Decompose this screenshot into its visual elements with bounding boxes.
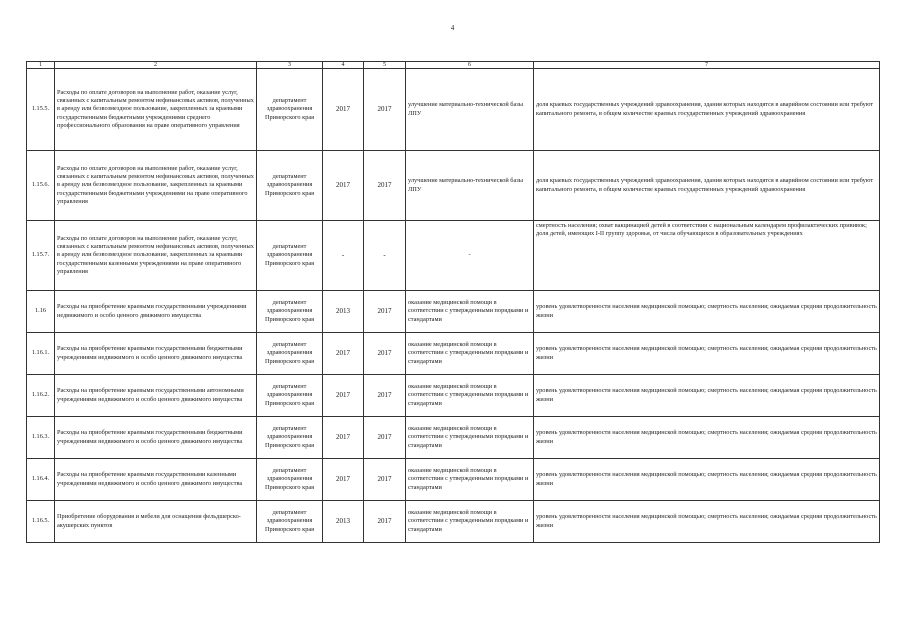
end-year-cell: 2017 bbox=[364, 333, 406, 375]
start-year-cell: 2017 bbox=[323, 151, 364, 221]
target-indicator-cell: смертность населения; охват вакцинацией детей в соответствии с национальным календарем профилактических прививок; доля детей, имеющих I-II группу здоровья, от числа обучающихся в образовательных учреждениях bbox=[534, 221, 880, 291]
activity-name-cell: Расходы на приобретение краевыми государственными бюджетными учреждениями недвижимого и особо ценного движимого имущества bbox=[55, 333, 257, 375]
target-indicator-cell: уровень удовлетворенности населения медицинской помощью; смертность населения; ожидаемая средняя продолжительность жизни bbox=[534, 291, 880, 333]
target-indicator-cell: уровень удовлетворенности населения медицинской помощью; смертность населения; ожидаемая средняя продолжительность жизни bbox=[534, 375, 880, 417]
row-number-cell: 1.16.2. bbox=[27, 375, 55, 417]
column-header: 6 bbox=[406, 62, 534, 69]
executor-cell: департамент здравоохранения Приморского края bbox=[257, 375, 323, 417]
expected-result-cell: оказание медицинской помощи в соответствии с утвержденными порядками и стандартами bbox=[406, 459, 534, 501]
target-indicator-cell: доля краевых государственных учреждений здравоохранения, здания которых находятся в аварийном состоянии или требуют капитального ремонта, в общем количестве краевых государственных учреждений здравоохранения bbox=[534, 151, 880, 221]
expected-result-cell: оказание медицинской помощи в соответствии с утвержденными порядками и стандартами bbox=[406, 375, 534, 417]
row-number-cell: 1.16.4. bbox=[27, 459, 55, 501]
table-row bbox=[27, 459, 880, 501]
start-year-cell: 2017 bbox=[323, 459, 364, 501]
expected-result-cell: улучшение материально-технической базы ЛПУ bbox=[406, 151, 534, 221]
column-header: 7 bbox=[534, 62, 880, 69]
activity-name-cell: Расходы по оплате договоров на выполнение работ, оказание услуг, связанных с капитальным ремонтом нефинансовых активов, полученных в аренду или безвозмездное пользование, закрепленных за краевыми государственными бюджетными учреждениями среднего профессионального образования на праве оперативного управления bbox=[55, 69, 257, 151]
start-year-cell: 2017 bbox=[323, 375, 364, 417]
executor-cell: департамент здравоохранения Приморского края bbox=[257, 221, 323, 291]
table-row bbox=[27, 333, 880, 375]
table-row bbox=[27, 375, 880, 417]
row-number-cell: 1.15.6. bbox=[27, 151, 55, 221]
end-year-cell: 2017 bbox=[364, 69, 406, 151]
start-year-cell: 2013 bbox=[323, 501, 364, 543]
activity-name-cell: Расходы на приобретение краевыми государственными бюджетными учреждениями недвижимого и особо ценного движимого имущества bbox=[55, 417, 257, 459]
start-year-cell: 2013 bbox=[323, 291, 364, 333]
target-indicator-cell: уровень удовлетворенности населения медицинской помощью; смертность населения; ожидаемая средняя продолжительность жизни bbox=[534, 333, 880, 375]
expected-result-cell: оказание медицинской помощи в соответствии с утвержденными порядками и стандартами bbox=[406, 333, 534, 375]
column-header: 5 bbox=[364, 62, 406, 69]
activity-name-cell: Расходы по оплате договоров на выполнение работ, оказание услуг, связанных с капитальным ремонтом нефинансовых активов, полученных в аренду или безвозмездное пользование, закрепленных за краевыми государственными бюджетными учреждениями на праве оперативного управления bbox=[55, 151, 257, 221]
row-number-cell: 1.15.7. bbox=[27, 221, 55, 291]
expected-result-cell: оказание медицинской помощи в соответствии с утвержденными порядками и стандартами bbox=[406, 291, 534, 333]
table-row bbox=[27, 69, 880, 151]
executor-cell: департамент здравоохранения Приморского края bbox=[257, 459, 323, 501]
column-header: 3 bbox=[257, 62, 323, 69]
table-row bbox=[27, 417, 880, 459]
end-year-cell: - bbox=[364, 221, 406, 291]
column-header: 4 bbox=[323, 62, 364, 69]
column-header: 1 bbox=[27, 62, 55, 69]
table-row bbox=[27, 221, 880, 291]
executor-cell: департамент здравоохранения Приморского края bbox=[257, 291, 323, 333]
expected-result-cell: - bbox=[406, 221, 534, 291]
start-year-cell: 2017 bbox=[323, 333, 364, 375]
row-number-cell: 1.15.5. bbox=[27, 69, 55, 151]
column-header: 2 bbox=[55, 62, 257, 69]
table-row bbox=[27, 151, 880, 221]
target-indicator-cell: уровень удовлетворенности населения медицинской помощью; смертность населения; ожидаемая средняя продолжительность жизни bbox=[534, 459, 880, 501]
table-row bbox=[27, 291, 880, 333]
end-year-cell: 2017 bbox=[364, 501, 406, 543]
activity-name-cell: Расходы на приобретение краевыми государственными казенными учреждениями недвижимого и особо ценного движимого имущества bbox=[55, 459, 257, 501]
end-year-cell: 2017 bbox=[364, 417, 406, 459]
target-indicator-cell: уровень удовлетворенности населения медицинской помощью; смертность населения; ожидаемая средняя продолжительность жизни bbox=[534, 501, 880, 543]
activity-name-cell: Расходы на приобретение краевыми государственными учреждениями недвижимого и особо ценного движимого имущества bbox=[55, 291, 257, 333]
row-number-cell: 1.16 bbox=[27, 291, 55, 333]
end-year-cell: 2017 bbox=[364, 375, 406, 417]
target-indicator-cell: уровень удовлетворенности населения медицинской помощью; смертность населения; ожидаемая средняя продолжительность жизни bbox=[534, 417, 880, 459]
end-year-cell: 2017 bbox=[364, 459, 406, 501]
expected-result-cell: улучшение материально-технической базы ЛПУ bbox=[406, 69, 534, 151]
row-number-cell: 1.16.1. bbox=[27, 333, 55, 375]
start-year-cell: - bbox=[323, 221, 364, 291]
row-number-cell: 1.16.3. bbox=[27, 417, 55, 459]
end-year-cell: 2017 bbox=[364, 291, 406, 333]
executor-cell: департамент здравоохранения Приморского края bbox=[257, 501, 323, 543]
column-number-row bbox=[27, 62, 880, 69]
program-activities-table bbox=[26, 61, 880, 543]
activity-name-cell: Расходы на приобретение краевыми государственными автономными учреждениями недвижимого и особо ценного движимого имущества bbox=[55, 375, 257, 417]
executor-cell: департамент здравоохранения Приморского края bbox=[257, 69, 323, 151]
end-year-cell: 2017 bbox=[364, 151, 406, 221]
expected-result-cell: оказание медицинской помощи в соответствии с утвержденными порядками и стандартами bbox=[406, 501, 534, 543]
activity-name-cell: Приобретение оборудования и мебели для оснащения фельдшерско-акушерских пунктов bbox=[55, 501, 257, 543]
executor-cell: департамент здравоохранения Приморского края bbox=[257, 333, 323, 375]
target-indicator-cell: доля краевых государственных учреждений здравоохранения, здания которых находятся в аварийном состоянии или требуют капитального ремонта, в общем количестве краевых государственных учреждений здравоохранения bbox=[534, 69, 880, 151]
start-year-cell: 2017 bbox=[323, 417, 364, 459]
expected-result-cell: оказание медицинской помощи в соответствии с утвержденными порядками и стандартами bbox=[406, 417, 534, 459]
executor-cell: департамент здравоохранения Приморского края bbox=[257, 151, 323, 221]
start-year-cell: 2017 bbox=[323, 69, 364, 151]
table-row bbox=[27, 501, 880, 543]
activity-name-cell: Расходы по оплате договоров на выполнение работ, оказание услуг, связанных с капитальным ремонтом нефинансовых активов, полученных в аренду или безвозмездное пользование, закрепленных за краевыми государственными казенными учреждениями на праве оперативного управления bbox=[55, 221, 257, 291]
page-number: 4 bbox=[450, 24, 455, 32]
row-number-cell: 1.16.5. bbox=[27, 501, 55, 543]
executor-cell: департамент здравоохранения Приморского края bbox=[257, 417, 323, 459]
